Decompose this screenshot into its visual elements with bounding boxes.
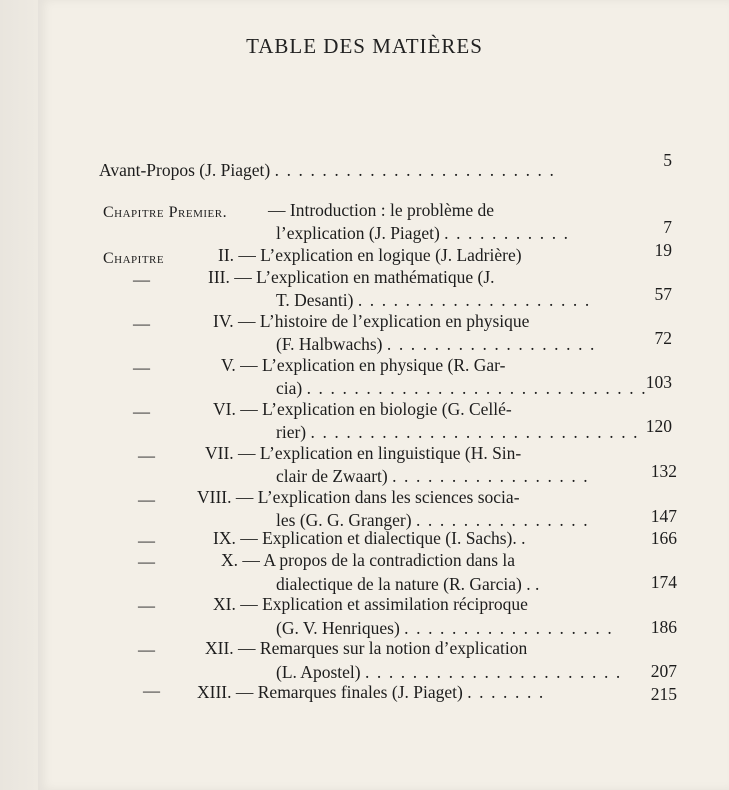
toc-entry-line <box>276 290 591 311</box>
em-dash: — <box>240 355 258 375</box>
leader-dots: . . . . . . . . . . . . . . . . . . . . . . . . . . . . <box>310 422 640 442</box>
ditto-dash: — <box>133 270 150 289</box>
leader-dots: . . . . . . . <box>467 682 545 702</box>
em-dash: — <box>237 311 256 331</box>
chapter-prefix: Chapitre Premier. <box>103 204 228 221</box>
chapter-title: Explication et dialectique (I. Sachs). . <box>262 528 526 548</box>
em-dash: — <box>234 267 252 287</box>
facing-page-edge <box>0 0 38 790</box>
leader-dots: . . . . . . . . . . . . . . . . . <box>392 466 590 486</box>
toc-entry-line <box>268 200 494 221</box>
chapter-numeral: X. <box>221 550 239 570</box>
toc-entry-line <box>213 528 525 549</box>
toc-entry-line <box>197 682 545 703</box>
em-dash: — <box>235 682 254 702</box>
chapter-title-cont: (L. Apostel) <box>276 662 361 682</box>
ditto-dash: — <box>138 446 155 465</box>
chapter-title-cont: (G. V. Henriques) <box>276 618 400 638</box>
chapter-title: L’histoire de l’explication en physique <box>259 311 530 331</box>
chapter-prefix: Chapitre <box>103 250 165 267</box>
toc-entry-line <box>276 422 639 443</box>
toc-entry-line <box>276 662 622 683</box>
toc-entry-line <box>208 267 495 288</box>
chapter-title: L’explication en biologie (G. Cellé- <box>262 399 512 419</box>
chapter-numeral: V. <box>221 355 236 375</box>
chapter-numeral: III. <box>208 267 230 287</box>
toc-entry-line <box>218 245 522 266</box>
ditto-dash: — <box>133 358 150 377</box>
page-title: TABLE DES MATIÈRES <box>246 34 483 58</box>
page-number: 5 <box>663 150 672 170</box>
em-dash: — <box>235 487 254 507</box>
toc-entry-line <box>276 334 596 355</box>
leader-dots: . . . . . . . . . . . . . . . . . . . . . . . . <box>274 160 556 180</box>
chapter-numeral: XIII. <box>197 682 232 702</box>
toc-entry-line <box>213 311 529 332</box>
toc-entry-line <box>197 487 520 508</box>
chapter-title-cont: l’explication (J. Piaget) <box>276 223 440 243</box>
page-number: 120 <box>645 416 672 436</box>
em-dash: — <box>238 443 256 463</box>
toc-entry-line <box>276 618 613 639</box>
ditto-dash: — <box>143 681 160 700</box>
chapter-title: Remarques sur la notion d’explication <box>259 638 528 658</box>
em-dash: — <box>240 528 258 548</box>
chapter-title: L’explication en linguistique (H. Sin- <box>259 443 522 463</box>
page-number: 132 <box>650 461 677 481</box>
toc-entry-line <box>276 466 589 487</box>
ditto-dash: — <box>133 402 150 421</box>
page-number: 166 <box>650 528 677 548</box>
chapter-title-cont: les (G. G. Granger) <box>276 510 412 530</box>
leader-dots: . . . . . . . . . . . . . . . . . . <box>404 618 614 638</box>
leader-dots: . . . . . . . . . . . . . . . <box>415 510 590 530</box>
chapter-title: L’explication en physique (R. Gar- <box>262 355 506 375</box>
chapter-numeral: VIII. <box>197 487 232 507</box>
page-number: 174 <box>650 572 677 592</box>
toc-entry-line <box>221 355 505 376</box>
em-dash: — <box>238 245 256 265</box>
page-number: 215 <box>650 684 677 704</box>
chapter-numeral: IX. <box>213 528 236 548</box>
page-number: 147 <box>650 506 677 526</box>
em-dash: — <box>240 594 258 614</box>
chapter-numeral: IV. <box>213 311 234 331</box>
ditto-dash: — <box>138 596 155 615</box>
ditto-dash: — <box>138 552 155 571</box>
ditto-dash: — <box>133 314 150 333</box>
toc-entry-line <box>205 443 521 464</box>
em-dash: — <box>268 200 286 220</box>
toc-entry-line <box>276 574 539 595</box>
chapter-title: L’explication en mathématique (J. <box>256 267 495 287</box>
page-number: 72 <box>654 328 672 348</box>
ditto-dash: — <box>138 640 155 659</box>
chapter-numeral: XII. <box>205 638 234 658</box>
page-number: 57 <box>654 284 672 304</box>
chapter-numeral: II. <box>218 245 235 265</box>
toc-entry-line <box>276 223 570 244</box>
leader-dots: . . . . . . . . . . . . . . . . . . . . <box>357 290 591 310</box>
leader-dots: . . . . . . . . . . . <box>444 223 570 243</box>
page-number: 19 <box>654 240 672 260</box>
chapter-title: L’explication en logique (J. Ladrière) <box>260 245 522 265</box>
chapter-numeral: VII. <box>205 443 234 463</box>
chapter-title-cont: clair de Zwaart) <box>276 466 388 486</box>
chapter-title: L’explication dans les sciences socia- <box>257 487 520 507</box>
chapter-title: A propos de la contradiction dans la <box>263 550 516 570</box>
em-dash: — <box>240 399 258 419</box>
chapter-numeral: XI. <box>213 594 236 614</box>
ditto-dash: — <box>138 531 155 550</box>
ditto-dash: — <box>138 490 155 509</box>
chapter-title-cont: T. Desanti) <box>276 290 354 310</box>
toc-entry-line <box>205 638 527 659</box>
em-dash: — <box>242 550 260 570</box>
chapter-title-cont: rier) <box>276 422 307 442</box>
toc-entry-line <box>213 399 512 420</box>
chapter-title-cont: (F. Halbwachs) <box>276 334 383 354</box>
toc-entry-label: Avant-Propos (J. Piaget) <box>99 160 271 180</box>
leader-dots: . . . . . . . . . . . . . . . . . . . . . . <box>364 662 622 682</box>
chapter-title-cont: dialectique de la nature (R. Garcia) . . <box>276 574 540 594</box>
page-number: 186 <box>650 617 677 637</box>
page-number: 7 <box>663 217 672 237</box>
chapter-title-cont: cia) <box>276 378 303 398</box>
chapter-title: Explication et assimilation réciproque <box>262 594 528 614</box>
toc-entry-line <box>213 594 528 615</box>
page-number: 207 <box>650 661 677 681</box>
leader-dots: . . . . . . . . . . . . . . . . . . <box>386 334 596 354</box>
chapter-numeral: VI. <box>213 399 236 419</box>
em-dash: — <box>238 638 256 658</box>
leader-dots: . . . . . . . . . . . . . . . . . . . . . . . . . . . . . <box>306 378 648 398</box>
page-number: 103 <box>645 372 672 392</box>
toc-entry-avant-propos <box>99 160 555 181</box>
chapter-title: Remarques finales (J. Piaget) <box>257 682 463 702</box>
chapter-title: Introduction : le problème de <box>289 200 494 220</box>
toc-entry-line <box>221 550 515 571</box>
toc-entry-line <box>276 378 647 399</box>
